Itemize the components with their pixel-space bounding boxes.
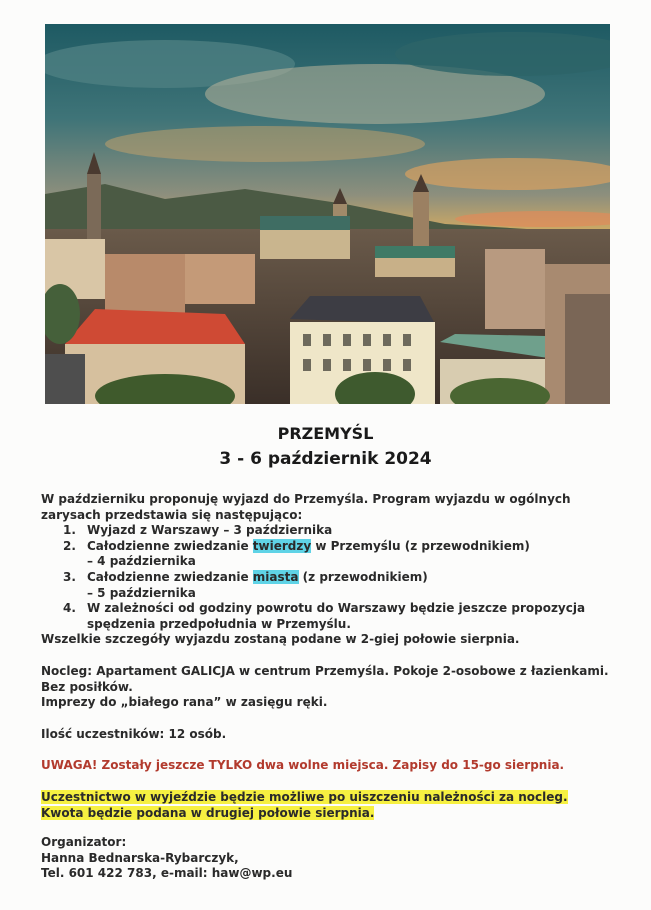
program-item <box>41 570 611 601</box>
item-number: 3. <box>63 569 76 584</box>
item-number: 4. <box>63 601 76 616</box>
lodging-text: Nocleg: Apartament GALICJA w centrum Przemyśla. Pokoje 2-osobowe z łazienkami. Bez posiłków. <box>41 663 609 694</box>
highlighted-word: twierdzy <box>252 538 312 553</box>
program-item <box>41 523 611 539</box>
trip-dates: 3 - 6 październik 2024 <box>219 449 432 469</box>
details-text: Wszelkie szczegóły wyjazdu zostaną podane w 2-giej połowie sierpnia. <box>41 632 520 647</box>
organizer-label: Organizator: <box>41 835 127 850</box>
organizer-name: Hanna Bednarska-Rybarczyk, <box>41 850 239 865</box>
parties-text: Imprezy do „białego rana” w zasięgu ręki. <box>41 695 328 710</box>
program-item <box>41 539 611 570</box>
program-item <box>41 601 611 632</box>
item-number: 2. <box>63 538 76 553</box>
item-text-before: Całodzienne zwiedzanie <box>87 538 253 553</box>
item-text-line2: – 4 października <box>87 554 196 569</box>
item-text-after: w Przemyślu (z przewodnikiem) <box>311 538 530 553</box>
item-text: Wyjazd z Warszawy – 3 października <box>87 523 333 538</box>
organizer-contact: Tel. 601 422 783, e-mail: haw@wp.eu <box>41 866 293 881</box>
participants-text: Ilość uczestników: 12 osób. <box>41 726 227 741</box>
item-text-before: Całodzienne zwiedzanie <box>87 569 253 584</box>
item-text: W zależności od godziny powrotu do Warszawy będzie jeszcze propozycja spędzenia przedpołudnia w Przemyślu. <box>87 601 586 631</box>
item-text-after: (z przewodnikiem) <box>298 569 428 584</box>
item-text-line2: – 5 października <box>87 585 196 600</box>
highlighted-word: miasta <box>252 569 299 584</box>
city-panorama-photo <box>45 24 610 404</box>
page-title: PRZEMYŚL <box>277 424 374 443</box>
payment-text: Uczestnictwo w wyjeździe będzie możliwe po uiszczeniu należności za nocleg. Kwota będzie podana w drugiej połowie sierpnia. <box>41 789 568 820</box>
warning-text: UWAGA! Zostały jeszcze TYLKO dwa wolne miejsca. Zapisy do 15-go sierpnia. <box>41 758 565 773</box>
trip-description <box>41 492 611 882</box>
item-number: 1. <box>63 523 76 538</box>
intro-text: W październiku proponuję wyjazd do Przemyśla. Program wyjazdu w ogólnych zarysach przedstawia się następująco: <box>41 492 571 522</box>
program-list <box>41 523 611 632</box>
